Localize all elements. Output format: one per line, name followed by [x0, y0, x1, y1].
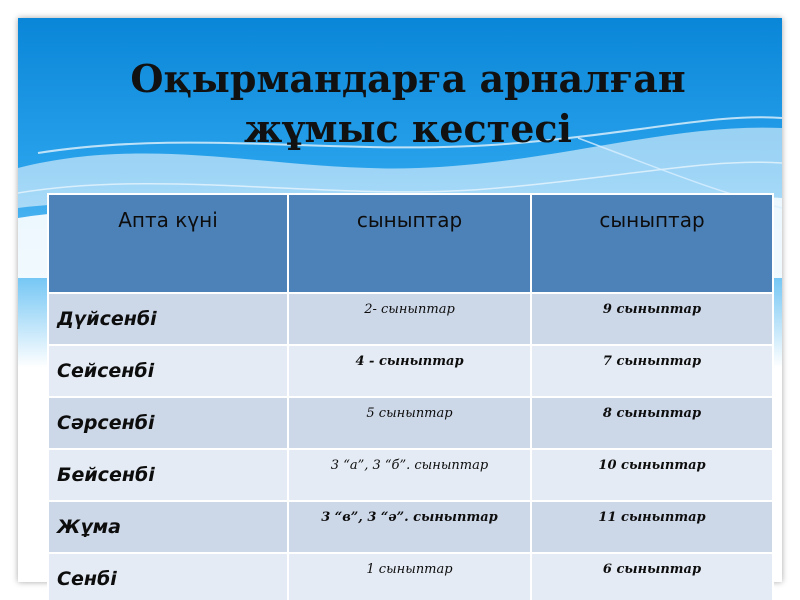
- classes-cell-2: 10 сыныптар: [531, 449, 773, 501]
- day-cell: Дүйсенбі: [48, 293, 288, 345]
- day-cell: Жұма: [48, 501, 288, 553]
- table-header-row: [48, 194, 773, 293]
- day-cell: Сенбі: [48, 553, 288, 600]
- classes-cell-2: 11 сыныптар: [531, 501, 773, 553]
- schedule-table: [47, 193, 774, 600]
- day-cell: Сәрсенбі: [48, 397, 288, 449]
- table-row: [48, 293, 773, 345]
- classes-cell-1: 4 - сыныптар: [288, 345, 531, 397]
- table-row: [48, 449, 773, 501]
- table-row: [48, 397, 773, 449]
- day-cell: Бейсенбі: [48, 449, 288, 501]
- classes-cell-1: 3 “в”, 3 “ә”. сыныптар: [288, 501, 531, 553]
- header-weekday: Апта күні: [48, 194, 288, 293]
- table-row: [48, 553, 773, 600]
- classes-cell-1: 3 “а”, 3 “б”. сыныптар: [288, 449, 531, 501]
- classes-cell-1: 1 сыныптар: [288, 553, 531, 600]
- classes-cell-2: 7 сыныптар: [531, 345, 773, 397]
- day-cell: Сейсенбі: [48, 345, 288, 397]
- classes-cell-1: 2- сыныптар: [288, 293, 531, 345]
- table-row: [48, 345, 773, 397]
- classes-cell-2: 9 сыныптар: [531, 293, 773, 345]
- classes-cell-2: 8 сыныптар: [531, 397, 773, 449]
- classes-cell-1: 5 сыныптар: [288, 397, 531, 449]
- slide-title: Оқырмандарға арналған жұмыс кестесі: [130, 56, 686, 151]
- table-row: [48, 501, 773, 553]
- header-classes-1: сыныптар: [288, 194, 531, 293]
- classes-cell-2: 6 сыныптар: [531, 553, 773, 600]
- header-classes-2: сыныптар: [531, 194, 773, 293]
